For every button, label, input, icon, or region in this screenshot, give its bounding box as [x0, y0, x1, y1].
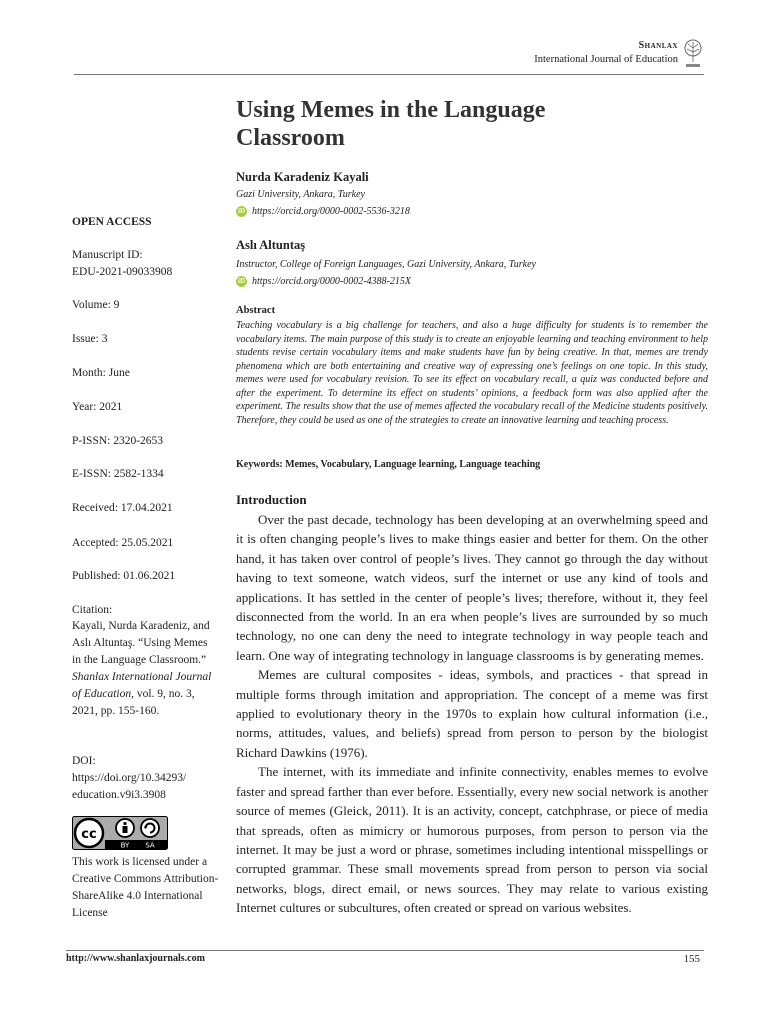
orcid-url-1[interactable]: https://orcid.org/0000-0002-5536-3218 [252, 206, 410, 217]
month: Month: June [72, 367, 130, 379]
paragraph: Memes are cultural composites - ideas, symbols, and practices - that spread in multiple forms through imitation and appropriation. The concept of a meme was first applied to evolutionary theory in the 1970s to explain how cultural information (i.e., norms, attitudes, values, and beliefs) spread from person to person by the biologist Richard Dawkins (1976). [236, 667, 708, 760]
open-access-label: OPEN ACCESS [72, 216, 152, 228]
citation-journal: Shanlax International Journal of Education [72, 671, 212, 700]
orcid-url-2[interactable]: https://orcid.org/0000-0002-4388-215X [252, 276, 411, 287]
license-by-label: BY [120, 841, 130, 850]
publisher-brand: Shanlax [638, 40, 678, 51]
manuscript-id: EDU-2021-09033908 [72, 266, 173, 278]
doi-link-2[interactable]: education.v9i3.3908 [72, 789, 166, 801]
tree-logo-icon [682, 38, 704, 70]
license-sa-label: SA [145, 841, 155, 850]
author-name-1: Nurda Karadeniz Kayali [236, 170, 369, 184]
page-number: 155 [683, 953, 700, 965]
svg-text:cc: cc [81, 827, 97, 842]
citation-details: , vol. 9, no. 3, 2021, pp. 155-160. [72, 688, 195, 717]
footer-rule [66, 950, 704, 951]
body-text [236, 510, 708, 918]
author-affiliation-1: Gazi University, Ankara, Turkey [236, 189, 365, 200]
orcid-link-2[interactable] [236, 276, 411, 287]
manuscript-label: Manuscript ID: [72, 249, 143, 261]
journal-name: International Journal of Education [534, 54, 678, 65]
section-heading-introduction: Introduction [236, 492, 307, 507]
doi-label: DOI: [72, 755, 96, 767]
abstract-text: Teaching vocabulary is a big challenge for teachers, and also a huge difficulty for students is to remember the vocabulary items. The main purpose of this study is to create an enjoyable learning and teaching environment to help students revise certain vocabulary items and make students have fun by being creative. In that, memes are trendy phenomena which are both entertaining and creative way of expressing one’s feelings on one topic. In this study, memes were used for vocabulary revision. To see its effect on vocabulary recall, a quiz was conducted before and after the experiment. To determine its effect on students’ opinions, a feedback form was also applied after the experiment. The results show that the use of memes affected the vocabulary recall of the Medicine students positively. Therefore, they could be used as one of the strategies to create an innovative learning and teaching process. [236, 320, 708, 426]
e-issn: E-ISSN: 2582-1334 [72, 468, 164, 480]
year: Year: 2021 [72, 401, 123, 413]
paragraph: The internet, with its immediate and infinite connectivity, enables memes to evolve faster and spread farther than ever before. Essentially, every new social network is another source of memes (Gleick, 2011). It is an activity, concept, catchphrase, or piece of media that spreads, often as mimicry or humorous purposes, from person to person via the internet. It may be just a word or phrase, sometimes including intentional misspellings or corrupted grammar. These small movements spread from person to person via social networks, blogs, direct email, or news sources. They may relate to various existing Internet cultures or subcultures, often created or spread on various websites. [236, 764, 708, 916]
author-affiliation-2: Instructor, College of Foreign Languages, Gazi University, Ankara, Turkey [236, 259, 536, 270]
citation-text [72, 618, 218, 720]
cc-by-sa-icon[interactable] [72, 816, 168, 850]
orcid-link-1[interactable] [236, 206, 410, 217]
volume: Volume: 9 [72, 299, 120, 311]
issue: Issue: 3 [72, 333, 108, 345]
p-issn: P-ISSN: 2320-2653 [72, 435, 164, 447]
license-text: This work is licensed under a Creative Commons Attribution-ShareAlike 4.0 International License [72, 856, 219, 919]
author-name-2: Aslı Altuntaş [236, 238, 306, 252]
footer-url[interactable]: http://www.shanlaxjournals.com [66, 953, 205, 964]
citation-authors: Kayali, Nurda Karadeniz, and Aslı Altuntaş. “Using Memes in the Language Classroom.” [72, 620, 210, 666]
accepted-date: Accepted: 25.05.2021 [72, 537, 174, 549]
orcid-icon: iD [238, 207, 245, 215]
published-date: Published: 01.06.2021 [72, 570, 176, 582]
citation-label: Citation: [72, 604, 113, 616]
received-date: Received: 17.04.2021 [72, 502, 173, 514]
paper-title: Using Memes in the Language Classroom [236, 97, 546, 151]
doi-link-1[interactable]: https://doi.org/10.34293/ [72, 772, 187, 784]
orcid-icon: iD [238, 277, 245, 285]
abstract-heading: Abstract [236, 305, 276, 316]
header-rule [74, 74, 704, 75]
paragraph: Over the past decade, technology has been developing at an overwhelming speed and it is often changing people’s lives to make things easier and better for them. On the other hand, it has taken over control of people’s lives. They cannot go through the day without having to text someone, watch videos, surf the internet or use any kind of tools and applications. It has settled in the center of people’s lives; therefore, without it, they feel disconnected from the world. In an era when people’s lives are surrounded by so much technology, no one can deny the need to integrate technology in way people teach and learn. One way of integrating technology in language classrooms is by generating memes. [236, 512, 708, 663]
keywords: Keywords: Memes, Vocabulary, Language learning, Language teaching [236, 459, 541, 470]
